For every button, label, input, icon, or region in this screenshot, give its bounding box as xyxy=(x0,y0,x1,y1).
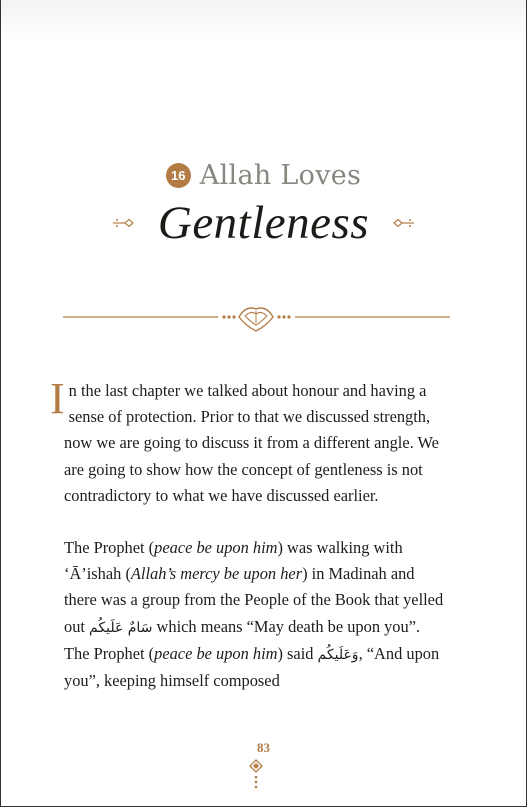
honorific-italic: peace be upon him xyxy=(154,643,278,663)
chapter-heading-top: Allah Loves xyxy=(199,160,362,191)
text-run: The Prophet ( xyxy=(64,538,155,558)
paragraph-2 xyxy=(64,535,448,694)
text-run: ) said xyxy=(277,643,318,663)
page-number: 83 xyxy=(257,740,270,755)
right-flourish-icon xyxy=(393,216,415,230)
honorific-italic: Allah’s mercy be upon her xyxy=(130,564,303,584)
footer-ornament-icon xyxy=(247,758,265,794)
text-run: which means “May death be upon you”. The Prophet ( xyxy=(64,616,421,663)
chapter-title: Gentleness xyxy=(157,197,370,249)
text-run: , “And upon you”, keeping himself composed xyxy=(64,643,440,691)
chapter-heading xyxy=(1,160,526,191)
arabic-phrase: وَعَلَيكُم xyxy=(317,646,359,663)
drop-cap: I xyxy=(50,374,65,423)
paragraph-1 xyxy=(50,374,448,509)
arabic-phrase: سَامٌ عَلَيكُم xyxy=(89,619,153,636)
paragraph-1-text: n the last chapter we talked about honour and having a sense of protection. Prior to that we discussed strength, now we are going to discuss it from a different angle. We are going to show how the concept of gentleness is not contradictory to what we have discussed earlier. xyxy=(64,381,439,505)
chapter-number-badge: 16 xyxy=(166,163,191,188)
honorific-italic: peace be upon him xyxy=(154,538,278,558)
left-flourish-icon xyxy=(112,216,134,230)
chapter-title-row xyxy=(1,196,526,250)
text-run: ) in Madinah and there was a group from the People of the Book that yelled out xyxy=(64,564,444,636)
ornamental-divider-icon xyxy=(63,301,450,333)
chapter-body xyxy=(50,374,448,694)
text-run: ) was walking with ‘Ā’ishah ( xyxy=(64,538,403,584)
